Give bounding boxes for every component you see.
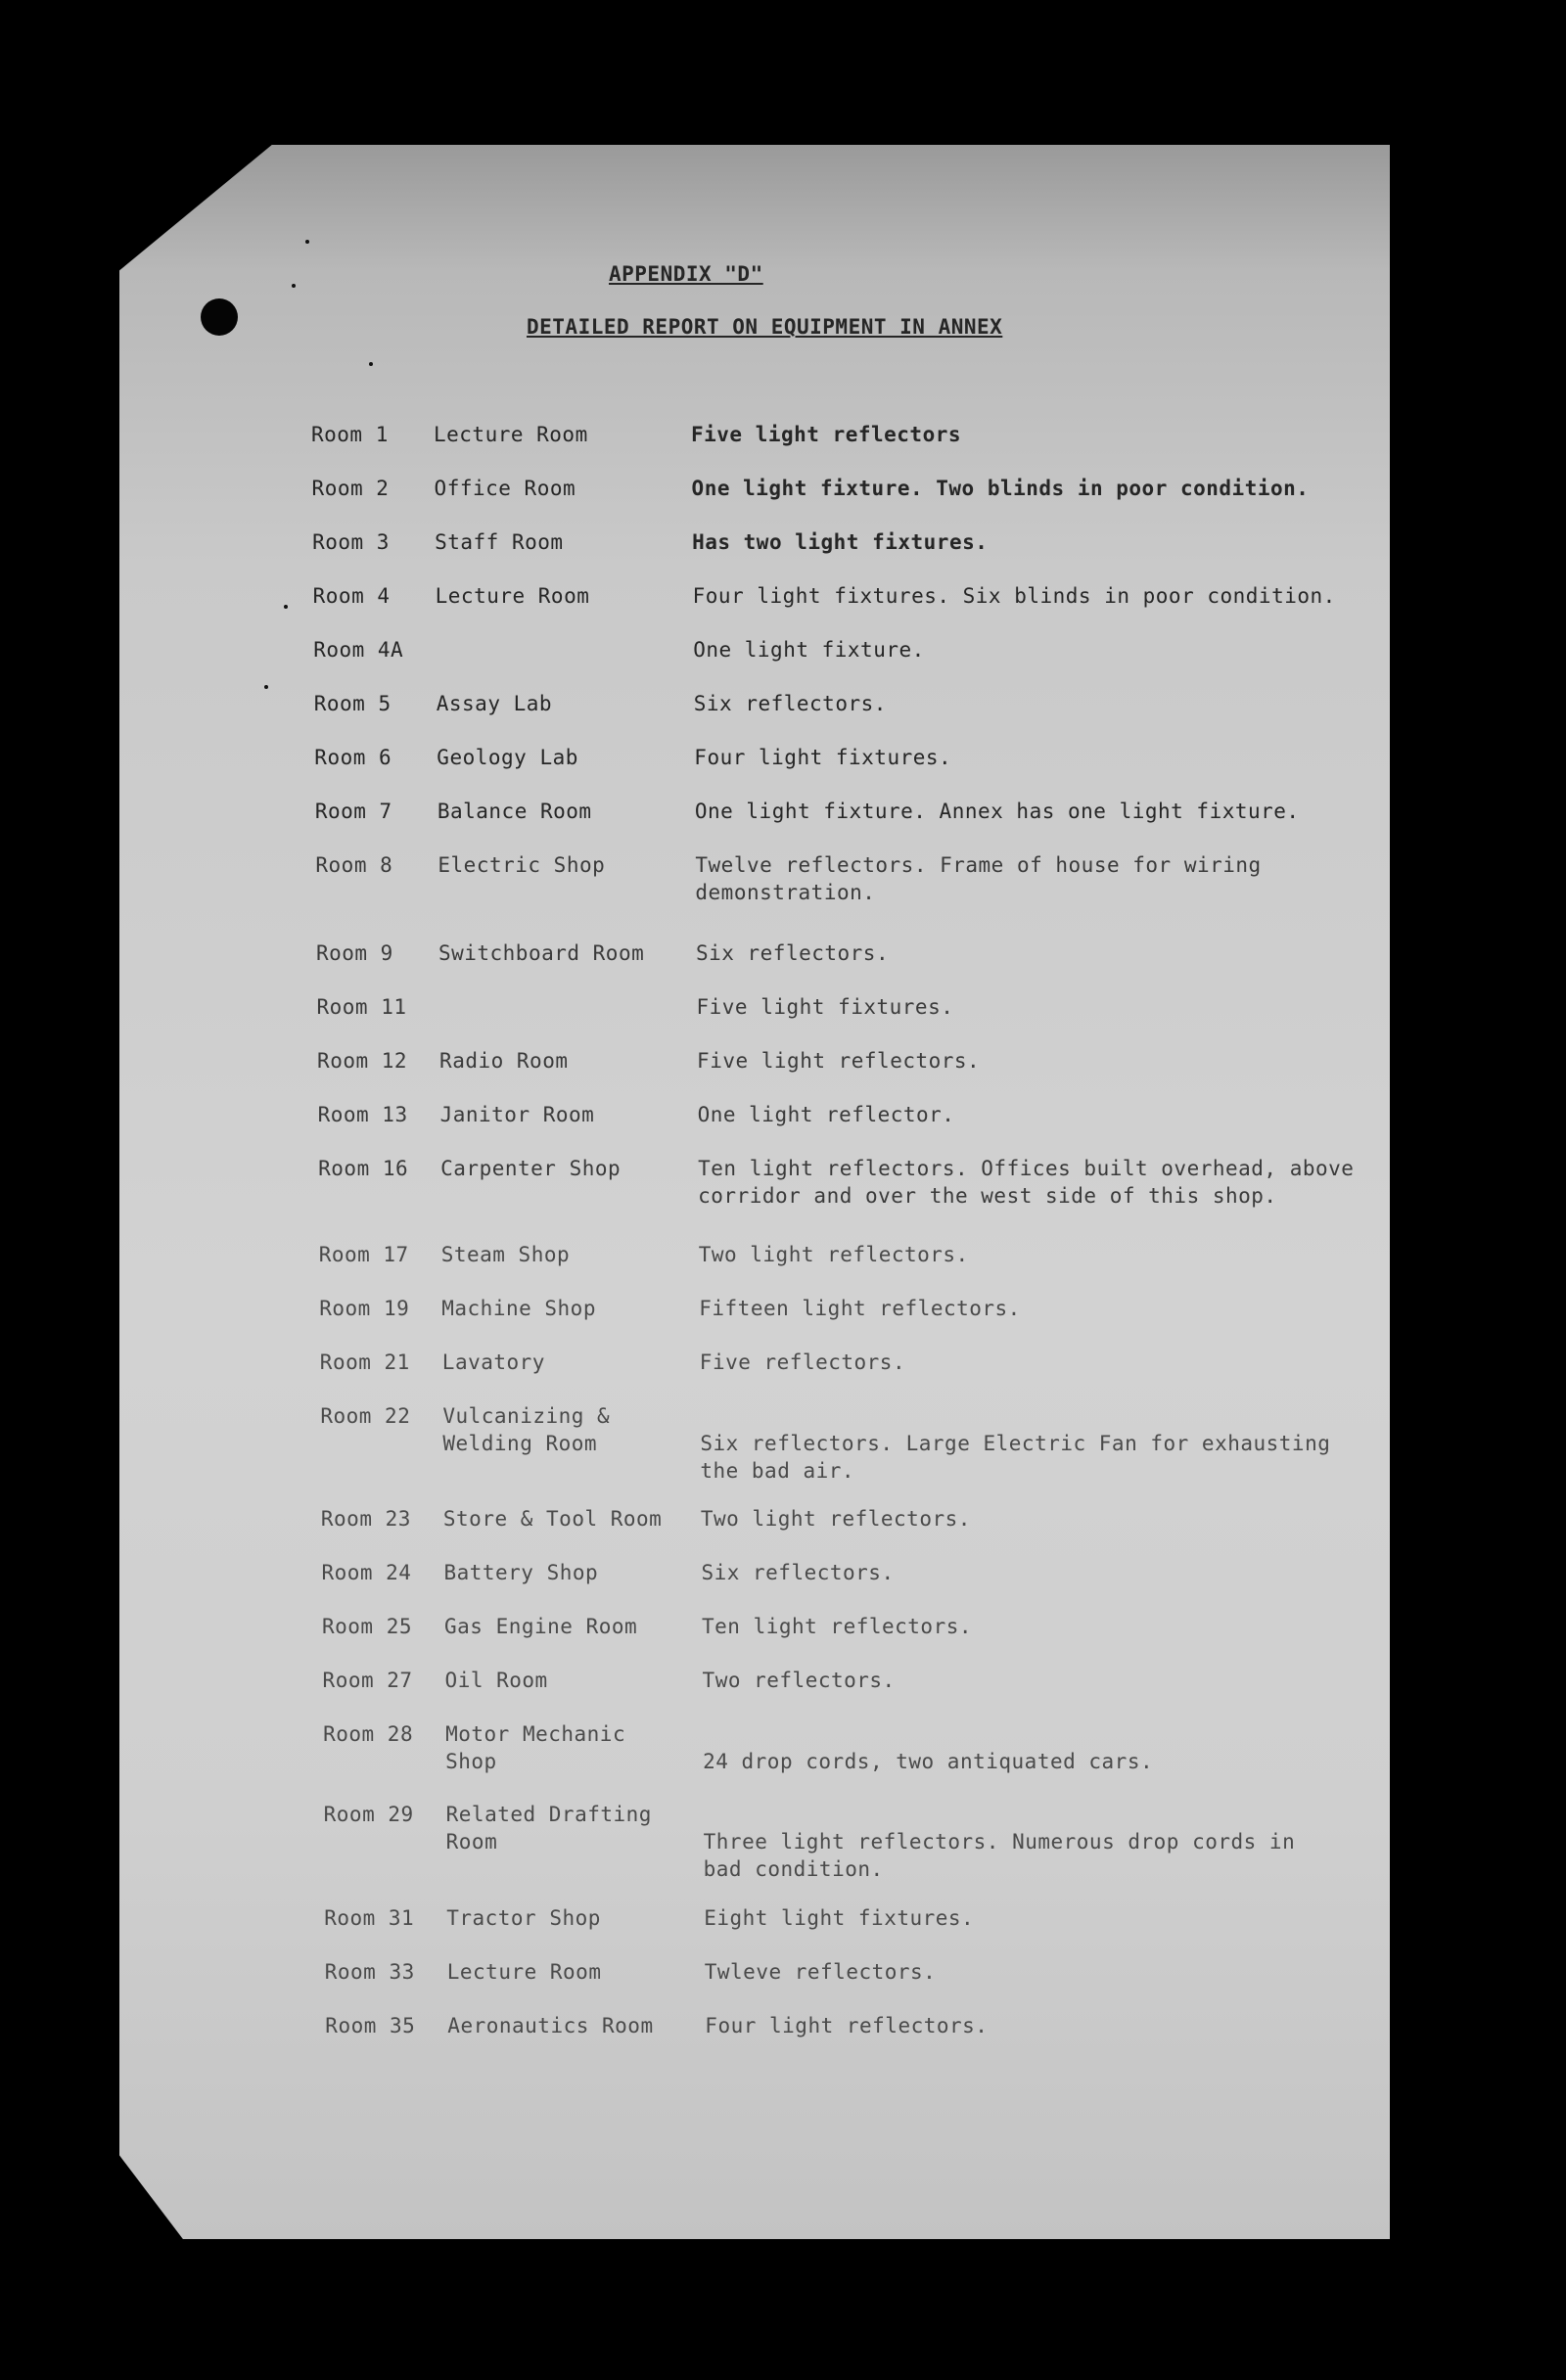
- room-number: Room 5: [313, 692, 392, 715]
- room-name: Gas Engine Room: [444, 1615, 638, 1638]
- room-number: Room 28: [323, 1722, 414, 1746]
- equipment-description: One light reflector.: [697, 1103, 955, 1126]
- room-name: Motor Mechanic Shop: [445, 1722, 626, 1773]
- room-name: Switchboard Room: [438, 941, 645, 965]
- room-number: Room 31: [324, 1906, 415, 1930]
- room-name: Steam Shop: [440, 1243, 571, 1266]
- equipment-description: Two light reflectors.: [698, 1243, 969, 1266]
- equipment-description: Fifteen light reflectors.: [699, 1297, 1021, 1320]
- equipment-description: 24 drop cords, two antiquated cars.: [703, 1750, 1154, 1773]
- equipment-description: Five light fixtures.: [696, 995, 954, 1019]
- room-name: Balance Room: [437, 800, 592, 823]
- speck: [292, 284, 296, 288]
- room-number: Room 13: [317, 1103, 408, 1126]
- equipment-description: Two light reflectors.: [700, 1507, 971, 1531]
- room-name: Related Drafting Room: [445, 1803, 652, 1854]
- room-number: Room 17: [318, 1243, 409, 1266]
- equipment-description: Six reflectors.: [695, 941, 890, 965]
- equipment-description: One light fixture. Two blinds in poor condition.: [691, 477, 1310, 500]
- room-name: Vulcanizing & Welding Room: [442, 1404, 611, 1455]
- room-number: Room 1: [311, 423, 389, 446]
- equipment-description: Five reflectors.: [699, 1350, 906, 1374]
- room-name: Aeronautics Room: [447, 2014, 654, 2037]
- room-number: Room 4A: [313, 638, 404, 662]
- equipment-description: Ten light reflectors.: [702, 1615, 973, 1638]
- equipment-description: Six reflectors.: [693, 692, 887, 715]
- equipment-description: One light fixture. Annex has one light fixture.: [694, 800, 1300, 823]
- punch-hole: [201, 298, 238, 336]
- report-title: DETAILED REPORT ON EQUIPMENT IN ANNEX: [527, 315, 1003, 339]
- equipment-description: Six reflectors.: [701, 1561, 895, 1584]
- equipment-description: Has two light fixtures.: [692, 530, 989, 554]
- room-name: Oil Room: [444, 1669, 548, 1692]
- equipment-description: Five light reflectors: [691, 423, 962, 446]
- room-name: Lecture Room: [435, 584, 590, 608]
- room-number: Room 6: [314, 746, 392, 769]
- equipment-description: Ten light reflectors. Offices built overhead, above corridor and over the west side of this shop.: [698, 1157, 1355, 1208]
- equipment-description: Two reflectors.: [702, 1669, 896, 1692]
- room-number: Room 2: [311, 477, 390, 500]
- room-number: Room 9: [315, 941, 393, 965]
- speck: [264, 685, 268, 689]
- room-name: Lecture Room: [434, 423, 588, 446]
- room-name: Electric Shop: [438, 853, 606, 877]
- room-number: Room 8: [315, 853, 393, 877]
- equipment-description: Twleve reflectors.: [704, 1960, 937, 1984]
- room-number: Room 33: [324, 1960, 415, 1984]
- room-number: Room 25: [322, 1615, 413, 1638]
- room-name: Office Room: [434, 477, 576, 500]
- speck: [284, 605, 288, 609]
- room-number: Room 24: [321, 1561, 412, 1584]
- equipment-description: Eight light fixtures.: [704, 1906, 975, 1930]
- equipment-description: Four light reflectors.: [705, 2014, 989, 2037]
- room-name: Machine Shop: [441, 1297, 596, 1320]
- room-number: Room 11: [316, 995, 407, 1019]
- equipment-description: Six reflectors. Large Electric Fan for exhausting the bad air.: [700, 1432, 1331, 1483]
- room-number: Room 35: [325, 2014, 416, 2037]
- room-number: Room 27: [322, 1669, 413, 1692]
- room-number: Room 4: [312, 584, 391, 608]
- room-number: Room 29: [323, 1803, 414, 1826]
- room-number: Room 16: [318, 1157, 409, 1180]
- room-number: Room 7: [314, 800, 392, 823]
- room-name: Radio Room: [439, 1049, 569, 1073]
- appendix-title: APPENDIX "D": [609, 262, 763, 286]
- room-number: Room 22: [320, 1404, 411, 1428]
- equipment-description: Five light reflectors.: [697, 1049, 981, 1073]
- room-number: Room 21: [319, 1350, 410, 1374]
- room-name: Assay Lab: [436, 692, 553, 715]
- room-name: Staff Room: [435, 530, 564, 554]
- equipment-description: Four light fixtures. Six blinds in poor condition.: [692, 584, 1336, 608]
- speck: [369, 362, 373, 366]
- equipment-description: One light fixture.: [693, 638, 925, 662]
- room-number: Room 12: [317, 1049, 408, 1073]
- room-number: Room 3: [312, 530, 390, 554]
- room-name: Tractor Shop: [446, 1906, 601, 1930]
- room-name: Lavatory: [441, 1350, 545, 1374]
- room-name: Battery Shop: [443, 1561, 599, 1584]
- room-name: Carpenter Shop: [440, 1157, 622, 1180]
- room-number: Room 23: [320, 1507, 411, 1531]
- room-name: Store & Tool Room: [442, 1507, 663, 1531]
- equipment-description: Three light reflectors. Numerous drop cords in bad condition.: [703, 1830, 1296, 1881]
- equipment-description: Twelve reflectors. Frame of house for wiring demonstration.: [695, 853, 1262, 904]
- equipment-description: Four light fixtures.: [694, 746, 952, 769]
- room-name: Geology Lab: [437, 746, 578, 769]
- room-name: Lecture Room: [446, 1960, 602, 1984]
- room-name: Janitor Room: [439, 1103, 595, 1126]
- room-number: Room 19: [319, 1297, 410, 1320]
- speck: [305, 240, 309, 244]
